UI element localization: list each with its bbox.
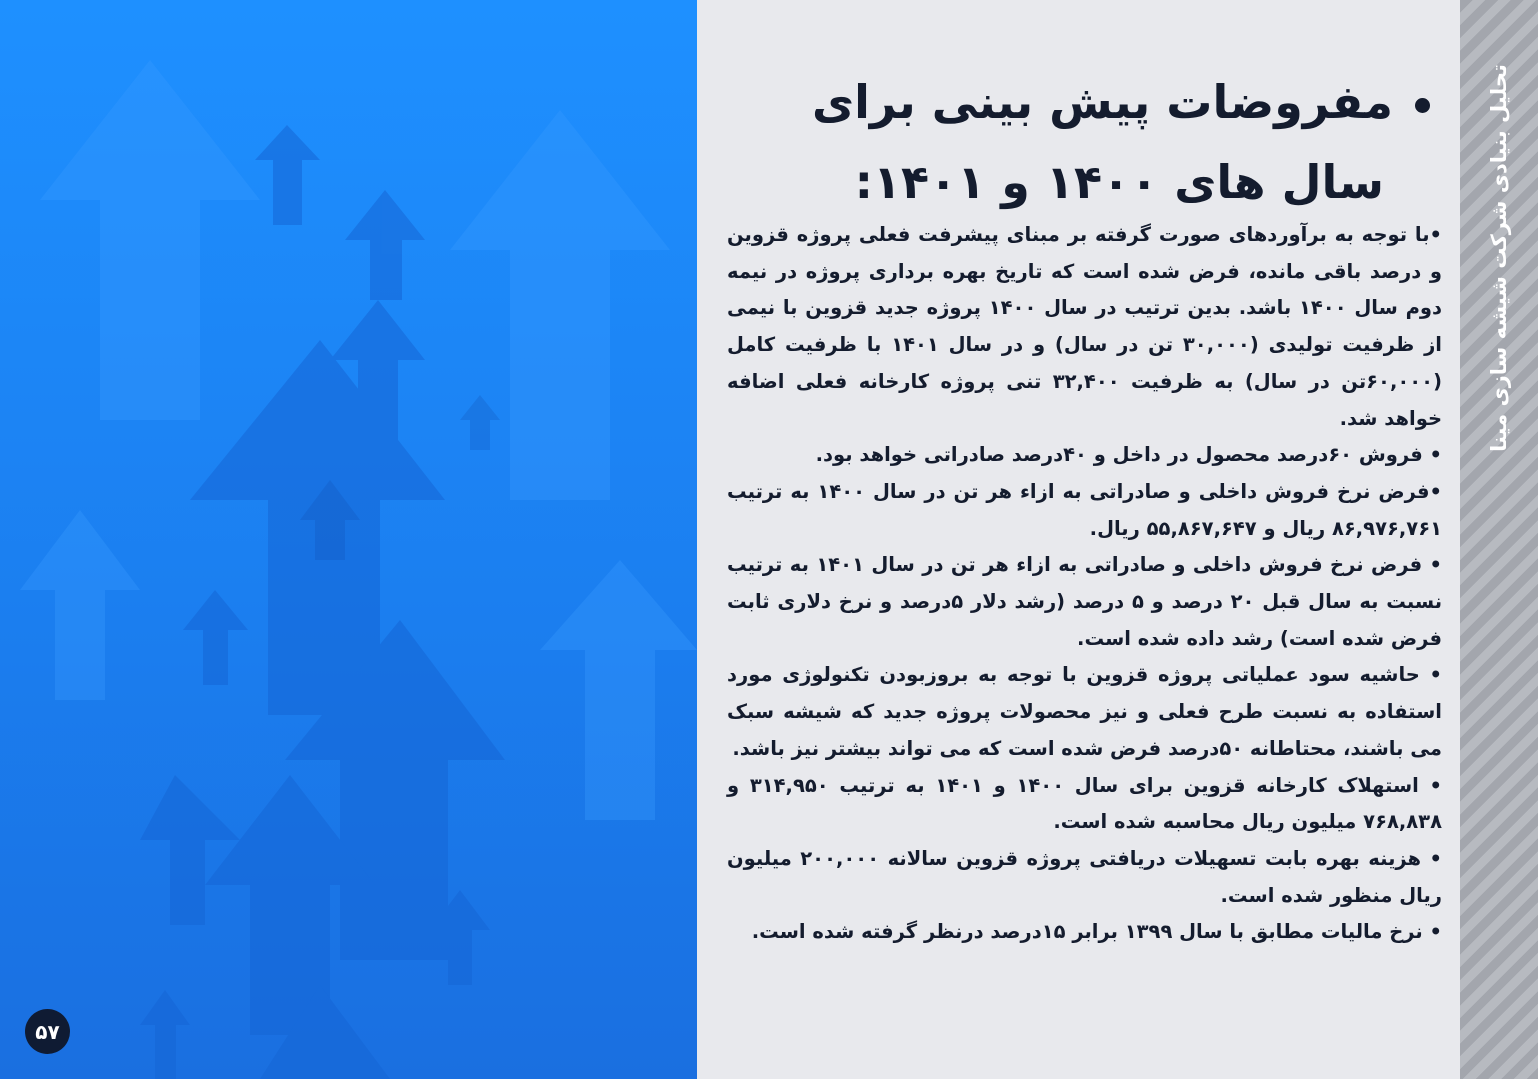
paragraph: • حاشیه سود عملیاتی پروژه قزوین با توجه به بروزبودن تکنولوژی مورد استفاده به نسبت طرح فعلی و نیز محصولات پروژه جدید که شیشه سبک می باشند، محتاطانه ۵۰درصد فرض شده است که می تواند بیشتر نیز باشد. — [727, 663, 1442, 760]
up-arrow-icon — [20, 510, 140, 700]
up-arrow-icon — [183, 590, 248, 685]
paragraph: • فروش ۶۰درصد محصول در داخل و ۴۰درصد صادراتی خواهد بود. — [815, 443, 1442, 467]
page-number-badge: ۵۷ — [25, 1009, 70, 1054]
paragraph: •با توجه به برآوردهای صورت گرفته بر مبنای پیشرفت فعلی پروژه قزوین و درصد باقی مانده، فرض شده است که تاریخ بهره برداری پروژه در نیمه دوم سال ۱۴۰۰ باشد. بدین ترتیب در سال ۱۴۰۰ پروژه جدید قزوین با نیمی از ظرفیت تولیدی (۳۰,۰۰۰ تن در سال) و در سال ۱۴۰۱ با ظرفیت کامل (۶۰,۰۰۰تن در سال) به ظرفیت ۳۲,۴۰۰ تنی پروژه کارخانه فعلی اضافه خواهد شد. — [727, 223, 1443, 430]
arrows-illustration — [0, 0, 697, 1079]
heading-line-1-text: مفروضات پیش بینی برای — [811, 75, 1393, 129]
up-arrow-icon — [345, 190, 425, 300]
heading-line-2: سال های ۱۴۰۰ و ۱۴۰۱: — [854, 155, 1384, 209]
up-arrow-icon — [140, 775, 240, 925]
bullet-dot-icon — [1415, 98, 1430, 113]
side-title: تحلیل بنیادی شرکت شیشه سازی مینا — [1487, 64, 1511, 452]
paragraph: •فرض نرخ فروش داخلی و صادراتی به ازاء هر تن در سال ۱۴۰۰ به ترتیب ۸۶,۹۷۶,۷۶۱ ریال و ۵۵,۸۶۷,۶۴۷ ریال. — [727, 479, 1442, 540]
up-arrow-icon — [140, 990, 190, 1079]
paragraph: • نرخ مالیات مطابق با سال ۱۳۹۹ برابر ۱۵درصد درنظر گرفته شده است. — [751, 920, 1442, 944]
up-arrow-icon — [40, 60, 260, 420]
decorative-panel — [0, 0, 697, 1079]
paragraph: • فرض نرخ فروش داخلی و صادراتی به ازاء هر تن در سال ۱۴۰۱ به ترتیب نسبت به سال قبل ۲۰ درصد و ۵ درصد (رشد دلار ۵درصد و نرخ دلاری ثابت فرض شده است) رشد داده شده است. — [727, 553, 1443, 650]
up-arrow-icon — [540, 560, 697, 820]
paragraph: • استهلاک کارخانه قزوین برای سال ۱۴۰۰ و ۱۴۰۱ به ترتیب ۳۱۴,۹۵۰ و ۷۶۸,۸۳۸ میلیون ریال محاسبه شده است. — [727, 773, 1442, 834]
paragraph: • هزینه بهره بابت تسهیلات دریافتی پروژه قزوین سالانه ۲۰۰,۰۰۰ میلیون ریال منظور شده است. — [727, 846, 1442, 907]
up-arrow-icon — [255, 125, 320, 225]
heading-line-1 — [780, 62, 1430, 142]
assumptions-list — [727, 217, 1442, 951]
up-arrow-icon — [460, 395, 500, 450]
section-heading — [780, 62, 1430, 222]
